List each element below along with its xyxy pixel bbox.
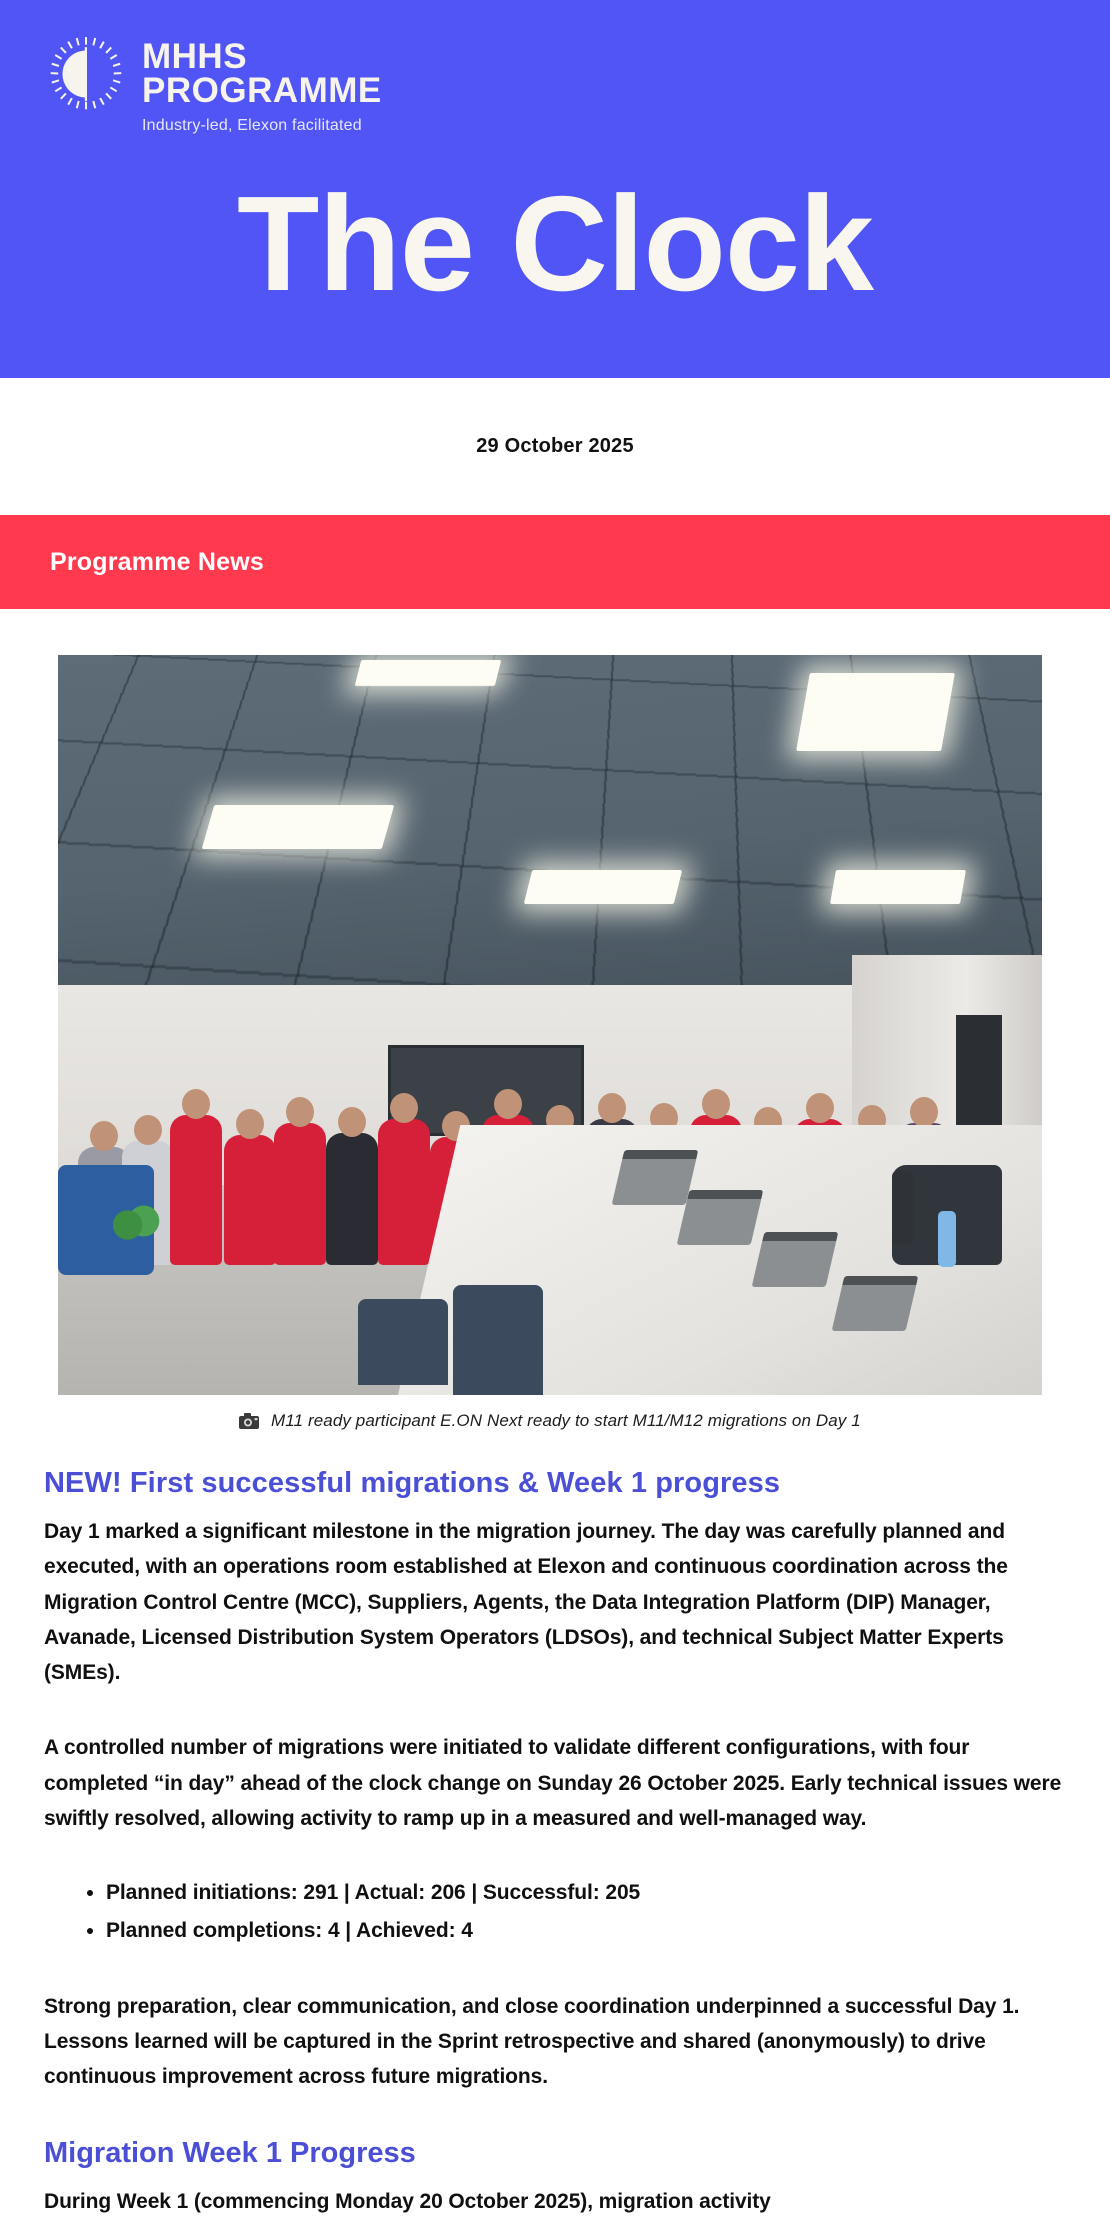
stat-label-planned-initiations: Planned initiations:: [106, 1881, 303, 1904]
photo-chair: [453, 1285, 543, 1395]
stat-value-planned-initiations: 291: [303, 1881, 338, 1904]
stat-separator: |: [338, 1881, 354, 1904]
stat-label-achieved: Achieved:: [356, 1919, 461, 1942]
issue-date: 29 October 2025: [476, 435, 634, 458]
article-paragraph-1: Day 1 marked a significant milestone in the migration journey. The day was carefully planned and executed, with an operations room established at Elexon and continuous coordination across the Migration Control Centre (MCC), Suppliers, Agents, the Data Integration Platform (DIP) Manager, Avanade, Licensed Distribution System Operators (LDSOs), and technical Subject Matter Experts (SMEs).: [44, 1514, 1066, 1690]
photo-plant: [106, 1205, 160, 1245]
photo-ceiling-light: [796, 673, 955, 751]
stat-label-planned-completions: Planned completions:: [106, 1919, 328, 1942]
article-paragraph-3: Strong preparation, clear communication, and close coordination underpinned a successful Day 1. Lessons learned will be captured in the Sprint retrospective and shared (anonymously) to drive continuous improvement across future migrations.: [44, 1989, 1066, 2095]
article-paragraph-4-truncated: During Week 1 (commencing Monday 20 October 2025), migration activity: [44, 2184, 1066, 2219]
camera-icon: [239, 1413, 259, 1429]
half-sun-clock-icon: [44, 32, 128, 116]
brand-name: [142, 40, 382, 107]
photo-person: [170, 1115, 222, 1265]
page-title: The Clock: [0, 176, 1110, 311]
list-item: [106, 1912, 1066, 1949]
brand-name-line-2: PROGRAMME: [142, 74, 382, 108]
photo-water-bottle: [938, 1211, 956, 1267]
photo-water-bottle: [892, 1171, 914, 1245]
issue-date-band: [0, 378, 1110, 515]
stat-value-achieved: 4: [461, 1919, 473, 1942]
photo-ceiling-light: [524, 870, 682, 904]
migration-stats-list: [44, 1874, 1066, 1949]
article-photo: [58, 655, 1042, 1395]
clock-change-date: Sunday 26 October 2025: [537, 1772, 779, 1795]
list-item: [106, 1874, 1066, 1911]
figure-caption-text: M11 ready participant E.ON Next ready to start M11/M12 migrations on Day 1: [271, 1411, 861, 1430]
stat-separator: |: [340, 1919, 356, 1942]
photo-ceiling-light: [202, 805, 395, 849]
brand-name-line-1: MHHS: [142, 37, 247, 76]
stat-label-successful: Successful:: [483, 1881, 606, 1904]
photo-person: [378, 1119, 430, 1265]
stat-value-actual: 206: [431, 1881, 466, 1904]
article-heading: NEW! First successful migrations & Week 1 progress: [44, 1467, 1066, 1500]
stat-value-planned-completions: 4: [328, 1919, 340, 1942]
paragraph-2-text-before: A controlled number of migrations were initiated to validate different configurations, with four completed “in day” ahead of the clock change on: [44, 1736, 969, 1794]
brand-lockup: [44, 26, 382, 135]
photo-chair: [358, 1299, 448, 1385]
brand-tagline: Industry-led, Elexon facilitated: [142, 117, 382, 135]
photo-ceiling-light: [830, 870, 966, 904]
stat-label-actual: Actual:: [355, 1881, 431, 1904]
photo-ceiling-light: [355, 660, 501, 686]
photo-laptop: [677, 1190, 764, 1245]
paragraph-2-text-after: . Early technical issues were swiftly resolved, allowing activity to ramp up in a measured and well-managed way.: [44, 1772, 1061, 1830]
figure-caption: [58, 1395, 1042, 1431]
stat-separator: |: [466, 1881, 483, 1904]
stat-value-successful: 205: [605, 1881, 640, 1904]
section-banner-programme-news: [0, 515, 1110, 609]
article-paragraph-2: [44, 1730, 1066, 1836]
brand-text-block: [142, 26, 382, 135]
photo-laptop: [612, 1150, 699, 1205]
masthead-header: [0, 0, 1110, 378]
photo-laptop: [832, 1276, 919, 1331]
photo-person: [224, 1135, 276, 1265]
photo-person: [326, 1133, 378, 1265]
section-banner-label: Programme News: [50, 548, 264, 577]
article-heading-migration-week-1: Migration Week 1 Progress: [44, 2137, 1066, 2170]
photo-person: [274, 1123, 326, 1265]
article-body: [0, 655, 1110, 2219]
photo-laptop: [752, 1232, 839, 1287]
article-figure: [58, 655, 1042, 1431]
